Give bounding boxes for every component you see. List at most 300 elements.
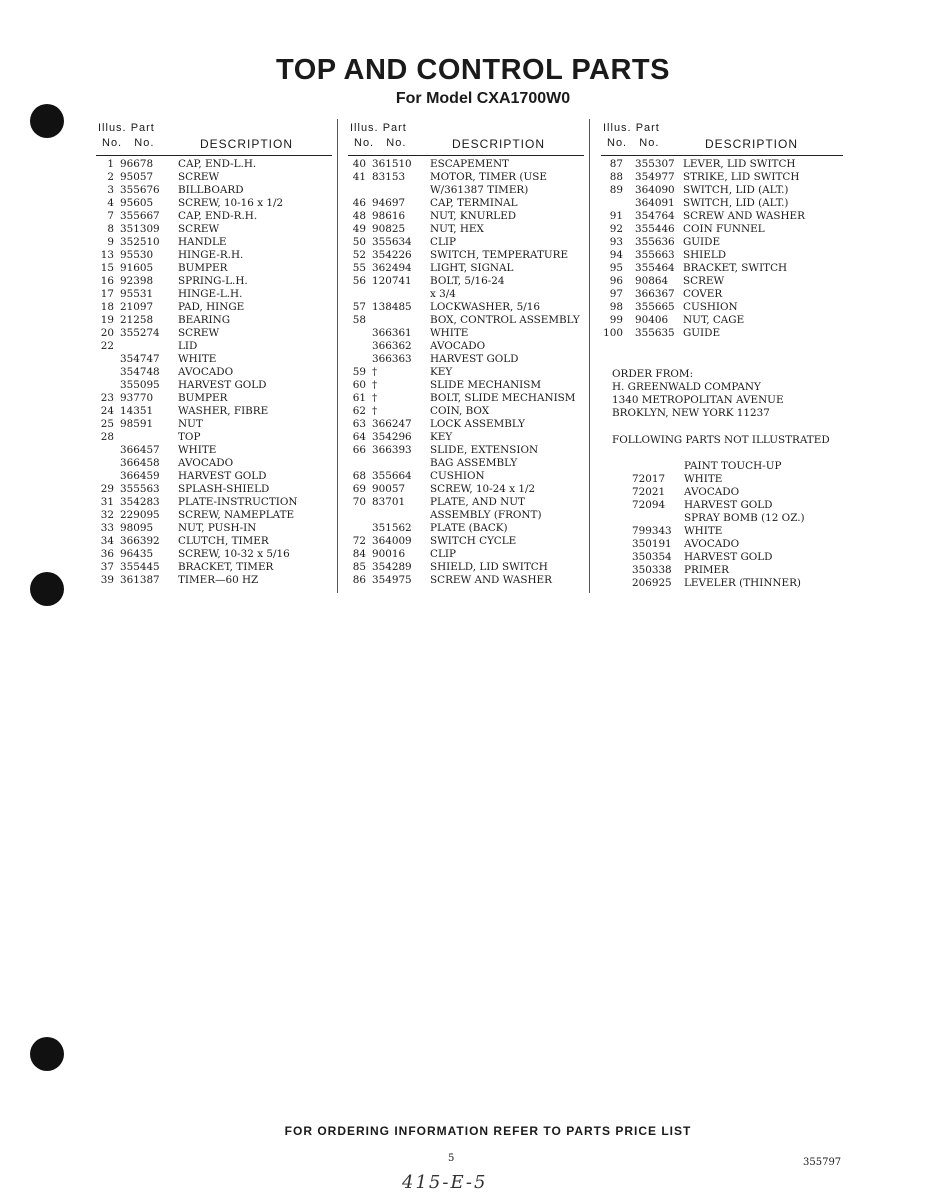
table-row	[96, 327, 332, 340]
part-number: 355664	[372, 470, 412, 482]
part-number: 362494	[372, 262, 412, 274]
parts-list	[601, 158, 843, 340]
part-description: GUIDE	[683, 327, 721, 339]
illus-number: 89	[609, 184, 623, 196]
part-description: PLATE-INSTRUCTION	[178, 496, 298, 508]
table-row	[348, 275, 584, 288]
table-row	[348, 574, 584, 587]
column-header	[348, 121, 584, 156]
illus-number: 28	[100, 431, 114, 443]
part-description: HARVEST GOLD	[178, 379, 267, 391]
part-description: AVOCADO	[684, 538, 740, 550]
part-description: BILLBOARD	[178, 184, 244, 196]
part-description: HINGE-R.H.	[178, 249, 244, 261]
illus-number: 66	[352, 444, 366, 456]
illus-number: 13	[100, 249, 114, 261]
illus-number: 70	[352, 496, 366, 508]
parts-column-3	[601, 121, 843, 340]
table-row	[601, 223, 843, 236]
illus-number: 8	[107, 223, 114, 235]
part-description: BRACKET, SWITCH	[683, 262, 788, 274]
part-number: 355307	[635, 158, 675, 170]
illus-number: 55	[352, 262, 366, 274]
part-number: 350354	[632, 551, 672, 563]
header-description: DESCRIPTION	[200, 137, 294, 151]
part-number: 366459	[120, 470, 160, 482]
table-row	[348, 197, 584, 210]
part-number: 72094	[632, 499, 666, 511]
part-number: 90016	[372, 548, 406, 560]
table-row	[348, 262, 584, 275]
part-number: 366457	[120, 444, 160, 456]
illus-number: 99	[609, 314, 623, 326]
part-number: 355635	[635, 327, 675, 339]
part-description: CUSHION	[683, 301, 738, 313]
table-row	[96, 522, 332, 535]
part-number: 14351	[120, 405, 154, 417]
illus-number: 1	[107, 158, 114, 170]
header-description: DESCRIPTION	[452, 137, 546, 151]
table-row	[96, 509, 332, 522]
illus-number: 33	[100, 522, 114, 534]
part-description: BAG ASSEMBLY	[430, 457, 518, 469]
part-number: 354296	[372, 431, 412, 443]
part-number: 355665	[635, 301, 675, 313]
table-row	[96, 379, 332, 392]
part-number: 364009	[372, 535, 412, 547]
part-description: SCREW AND WASHER	[683, 210, 805, 222]
part-description: KEY	[430, 431, 453, 443]
illus-number: 23	[100, 392, 114, 404]
table-row	[348, 158, 584, 171]
illus-number: 85	[352, 561, 366, 573]
part-number: †	[372, 366, 378, 378]
part-number: 350338	[632, 564, 672, 576]
table-row	[96, 158, 332, 171]
illus-number: 63	[352, 418, 366, 430]
illus-number: 95	[609, 262, 623, 274]
table-row	[96, 249, 332, 262]
illus-number: 50	[352, 236, 366, 248]
table-row	[96, 548, 332, 561]
table-row	[96, 431, 332, 444]
binder-hole	[30, 572, 64, 606]
part-description: LID	[178, 340, 198, 352]
order-street: 1340 METROPOLITAN AVENUE	[612, 394, 784, 406]
model-subtitle: For Model CXA1700W0	[395, 90, 571, 107]
part-description: HARVEST GOLD	[684, 499, 773, 511]
header-nos: No. No.	[607, 137, 660, 149]
part-description: CAP, END-L.H.	[178, 158, 257, 170]
table-row	[348, 171, 584, 184]
part-description: SWITCH, LID (ALT.)	[683, 184, 789, 196]
part-number: 366392	[120, 535, 160, 547]
page-title: TOP AND CONTROL PARTS	[276, 54, 670, 86]
part-number: 95530	[120, 249, 154, 261]
table-row	[348, 353, 584, 366]
table-row	[96, 262, 332, 275]
illus-number: 60	[352, 379, 366, 391]
table-row	[348, 444, 584, 457]
part-number: 95057	[120, 171, 154, 183]
illus-number: 3	[107, 184, 114, 196]
part-number: 355095	[120, 379, 160, 391]
illus-number: 25	[100, 418, 114, 430]
part-number: 96435	[120, 548, 154, 560]
column-header	[601, 121, 843, 156]
part-number: 354748	[120, 366, 160, 378]
header-nos: No. No.	[102, 137, 155, 149]
table-row	[348, 301, 584, 314]
part-description: SCREW	[178, 327, 220, 339]
part-description: AVOCADO	[430, 340, 486, 352]
table-row	[96, 496, 332, 509]
handwritten-note: 415-E-5	[402, 1172, 488, 1193]
part-number: †	[372, 405, 378, 417]
part-number: 361510	[372, 158, 412, 170]
illus-number: 88	[609, 171, 623, 183]
table-row	[348, 509, 584, 522]
table-row	[348, 548, 584, 561]
part-number: 94697	[372, 197, 406, 209]
part-description: ASSEMBLY (FRONT)	[430, 509, 542, 521]
order-from-label: ORDER FROM:	[612, 368, 694, 380]
table-row	[348, 379, 584, 392]
illus-number: 91	[609, 210, 623, 222]
part-number: 366363	[372, 353, 412, 365]
part-description: HARVEST GOLD	[684, 551, 773, 563]
illus-number: 58	[352, 314, 366, 326]
illus-number: 59	[352, 366, 366, 378]
part-description: HARVEST GOLD	[430, 353, 519, 365]
part-number: 355446	[635, 223, 675, 235]
part-number: 72017	[632, 473, 666, 485]
part-number: 366458	[120, 457, 160, 469]
table-row	[601, 301, 843, 314]
illus-number: 2	[107, 171, 114, 183]
part-description: BOX, CONTROL ASSEMBLY	[430, 314, 580, 326]
part-number: 83701	[372, 496, 406, 508]
table-row	[96, 574, 332, 587]
part-number: 355445	[120, 561, 160, 573]
table-row	[348, 340, 584, 353]
illus-number: 9	[107, 236, 114, 248]
part-number: 354977	[635, 171, 675, 183]
part-description: WASHER, FIBRE	[178, 405, 269, 417]
table-row	[348, 288, 584, 301]
parts-column-2	[348, 121, 584, 587]
part-description: LOCKWASHER, 5/16	[430, 301, 540, 313]
illus-number: 56	[352, 275, 366, 287]
part-description: BUMPER	[178, 262, 228, 274]
table-row	[601, 314, 843, 327]
illus-number: 84	[352, 548, 366, 560]
illus-number: 98	[609, 301, 623, 313]
column-header	[96, 121, 332, 156]
binder-hole	[30, 1037, 64, 1071]
illus-number: 72	[352, 535, 366, 547]
part-number: 355634	[372, 236, 412, 248]
table-row	[601, 171, 843, 184]
part-description: WHITE	[684, 473, 723, 485]
part-description: NUT	[178, 418, 203, 430]
table-row	[96, 483, 332, 496]
part-number: 366367	[635, 288, 675, 300]
part-number: 98095	[120, 522, 154, 534]
part-number: 366361	[372, 327, 412, 339]
table-row	[96, 561, 332, 574]
illus-number: 32	[100, 509, 114, 521]
illus-number: 18	[100, 301, 114, 313]
part-description: ESCAPEMENT	[430, 158, 509, 170]
illus-number: 96	[609, 275, 623, 287]
part-number: 354289	[372, 561, 412, 573]
column-divider	[589, 119, 590, 593]
page-number: 5	[448, 1153, 455, 1164]
part-description: MOTOR, TIMER (USE	[430, 171, 547, 183]
part-description: SCREW AND WASHER	[430, 574, 552, 586]
table-row	[96, 535, 332, 548]
table-row	[96, 405, 332, 418]
table-row	[96, 197, 332, 210]
part-description: SLIDE, EXTENSION	[430, 444, 539, 456]
table-row	[96, 223, 332, 236]
part-description: SCREW	[683, 275, 725, 287]
part-description: PRIMER	[684, 564, 729, 576]
part-description: AVOCADO	[178, 457, 234, 469]
part-number: 355667	[120, 210, 160, 222]
order-company: H. GREENWALD COMPANY	[612, 381, 761, 393]
illus-number: 22	[100, 340, 114, 352]
illus-number: 57	[352, 301, 366, 313]
illus-number: 29	[100, 483, 114, 495]
illus-number: 7	[107, 210, 114, 222]
table-row	[96, 314, 332, 327]
part-description: AVOCADO	[684, 486, 740, 498]
header-description: DESCRIPTION	[705, 137, 799, 151]
part-number: 90825	[372, 223, 406, 235]
part-description: BEARING	[178, 314, 231, 326]
table-row	[96, 418, 332, 431]
part-description: SCREW, 10-32 x 5/16	[178, 548, 290, 560]
illus-number: 20	[100, 327, 114, 339]
table-row	[348, 457, 584, 470]
part-number: 90057	[372, 483, 406, 495]
part-number: 355676	[120, 184, 160, 196]
part-description: CLIP	[430, 236, 456, 248]
part-description: GUIDE	[683, 236, 721, 248]
table-row	[601, 275, 843, 288]
part-description: PLATE (BACK)	[430, 522, 508, 534]
table-row	[601, 184, 843, 197]
table-row	[96, 301, 332, 314]
part-number: 355464	[635, 262, 675, 274]
part-description: SCREW, 10-16 x 1/2	[178, 197, 284, 209]
part-number: 90406	[635, 314, 669, 326]
part-number: 354764	[635, 210, 675, 222]
part-description: PLATE, AND NUT	[430, 496, 525, 508]
table-row	[96, 210, 332, 223]
table-row	[348, 431, 584, 444]
part-description: CAP, TERMINAL	[430, 197, 518, 209]
part-description: SCREW, NAMEPLATE	[178, 509, 295, 521]
part-description: COIN, BOX	[430, 405, 490, 417]
table-row	[96, 184, 332, 197]
header-nos: No. No.	[354, 137, 407, 149]
part-description: SPLASH-SHIELD	[178, 483, 270, 495]
table-row	[96, 340, 332, 353]
part-number: 229095	[120, 509, 160, 521]
table-row	[348, 405, 584, 418]
table-row	[348, 223, 584, 236]
illus-number: 52	[352, 249, 366, 261]
part-description: WHITE	[430, 327, 469, 339]
part-description: CAP, END-R.H.	[178, 210, 258, 222]
part-description: WHITE	[178, 444, 217, 456]
part-description: LEVELER (THINNER)	[684, 577, 801, 589]
illus-number: 46	[352, 197, 366, 209]
illus-number: 100	[603, 327, 623, 339]
part-description: BRACKET, TIMER	[178, 561, 274, 573]
part-number: 72021	[632, 486, 666, 498]
part-description: x 3/4	[430, 288, 456, 300]
header-illus-part: Illus. Part	[350, 122, 407, 134]
illus-number: 93	[609, 236, 623, 248]
part-description: TOP	[178, 431, 201, 443]
illus-number: 17	[100, 288, 114, 300]
illus-number: 31	[100, 496, 114, 508]
table-row	[348, 535, 584, 548]
part-number: 799343	[632, 525, 672, 537]
part-description: COIN FUNNEL	[683, 223, 765, 235]
part-number: 366247	[372, 418, 412, 430]
part-description: SWITCH, LID (ALT.)	[683, 197, 789, 209]
part-number: †	[372, 392, 378, 404]
part-description: SWITCH, TEMPERATURE	[430, 249, 569, 261]
part-description: TIMER—60 HZ	[178, 574, 259, 586]
illus-number: 39	[100, 574, 114, 586]
table-row	[348, 522, 584, 535]
illus-number: 34	[100, 535, 114, 547]
part-number: †	[372, 379, 378, 391]
part-number: 354226	[372, 249, 412, 261]
part-description: PAD, HINGE	[178, 301, 245, 313]
part-number: 364091	[635, 197, 675, 209]
binder-hole	[30, 104, 64, 138]
part-description: SCREW	[178, 171, 220, 183]
illus-number: 19	[100, 314, 114, 326]
part-number: 21097	[120, 301, 154, 313]
illus-number: 68	[352, 470, 366, 482]
illus-number: 61	[352, 392, 366, 404]
part-description: STRIKE, LID SWITCH	[683, 171, 800, 183]
table-row	[601, 262, 843, 275]
table-row	[96, 353, 332, 366]
table-row	[96, 392, 332, 405]
part-number: 91605	[120, 262, 154, 274]
table-row	[601, 236, 843, 249]
document-number: 355797	[803, 1157, 842, 1168]
table-row	[601, 327, 843, 340]
table-row	[96, 236, 332, 249]
part-number: 138485	[372, 301, 412, 313]
table-row	[348, 210, 584, 223]
part-number: 354975	[372, 574, 412, 586]
illus-number: 62	[352, 405, 366, 417]
table-row	[348, 496, 584, 509]
illus-number: 41	[352, 171, 366, 183]
part-description: CLUTCH, TIMER	[178, 535, 269, 547]
part-description: CUSHION	[430, 470, 485, 482]
table-row	[348, 249, 584, 262]
part-description: COVER	[683, 288, 723, 300]
part-number: 355274	[120, 327, 160, 339]
illus-number: 64	[352, 431, 366, 443]
part-number: 361387	[120, 574, 160, 586]
part-number: 120741	[372, 275, 412, 287]
part-description: W/361387 TIMER)	[430, 184, 529, 196]
table-row	[348, 314, 584, 327]
part-number: 364090	[635, 184, 675, 196]
header-illus-part: Illus. Part	[603, 122, 660, 134]
part-description: LIGHT, SIGNAL	[430, 262, 514, 274]
table-row	[96, 444, 332, 457]
table-row	[348, 184, 584, 197]
illus-number: 37	[100, 561, 114, 573]
table-row	[96, 275, 332, 288]
part-description: HINGE-L.H.	[178, 288, 243, 300]
part-description: AVOCADO	[178, 366, 234, 378]
part-description: NUT, PUSH-IN	[178, 522, 257, 534]
part-number: 355563	[120, 483, 160, 495]
part-description: LOCK ASSEMBLY	[430, 418, 525, 430]
header-illus-part: Illus. Part	[98, 122, 155, 134]
parts-column-1	[96, 121, 332, 587]
table-row	[601, 288, 843, 301]
part-number: 355663	[635, 249, 675, 261]
part-description: BUMPER	[178, 392, 228, 404]
part-number: 98591	[120, 418, 154, 430]
table-row	[348, 483, 584, 496]
illus-number: 92	[609, 223, 623, 235]
part-description: SCREW, 10-24 x 1/2	[430, 483, 536, 495]
part-number: 83153	[372, 171, 406, 183]
part-description: SLIDE MECHANISM	[430, 379, 542, 391]
part-description: SPRAY BOMB (12 OZ.)	[684, 512, 805, 524]
column-divider	[337, 119, 338, 593]
part-description: BOLT, 5/16-24	[430, 275, 505, 287]
table-row	[96, 366, 332, 379]
part-number: 98616	[372, 210, 406, 222]
part-description: SHIELD	[683, 249, 727, 261]
part-number: 95531	[120, 288, 154, 300]
table-row	[96, 457, 332, 470]
part-description: PAINT TOUCH-UP	[684, 460, 782, 472]
table-row	[348, 366, 584, 379]
illus-number: 86	[352, 574, 366, 586]
part-number: 354747	[120, 353, 160, 365]
part-number: 354283	[120, 496, 160, 508]
illus-number: 36	[100, 548, 114, 560]
parts-list	[348, 158, 584, 587]
illus-number: 97	[609, 288, 623, 300]
illus-number: 40	[352, 158, 366, 170]
part-description: SHIELD, LID SWITCH	[430, 561, 548, 573]
part-number: 90864	[635, 275, 669, 287]
illus-number: 24	[100, 405, 114, 417]
part-description: NUT, HEX	[430, 223, 484, 235]
table-row	[348, 418, 584, 431]
